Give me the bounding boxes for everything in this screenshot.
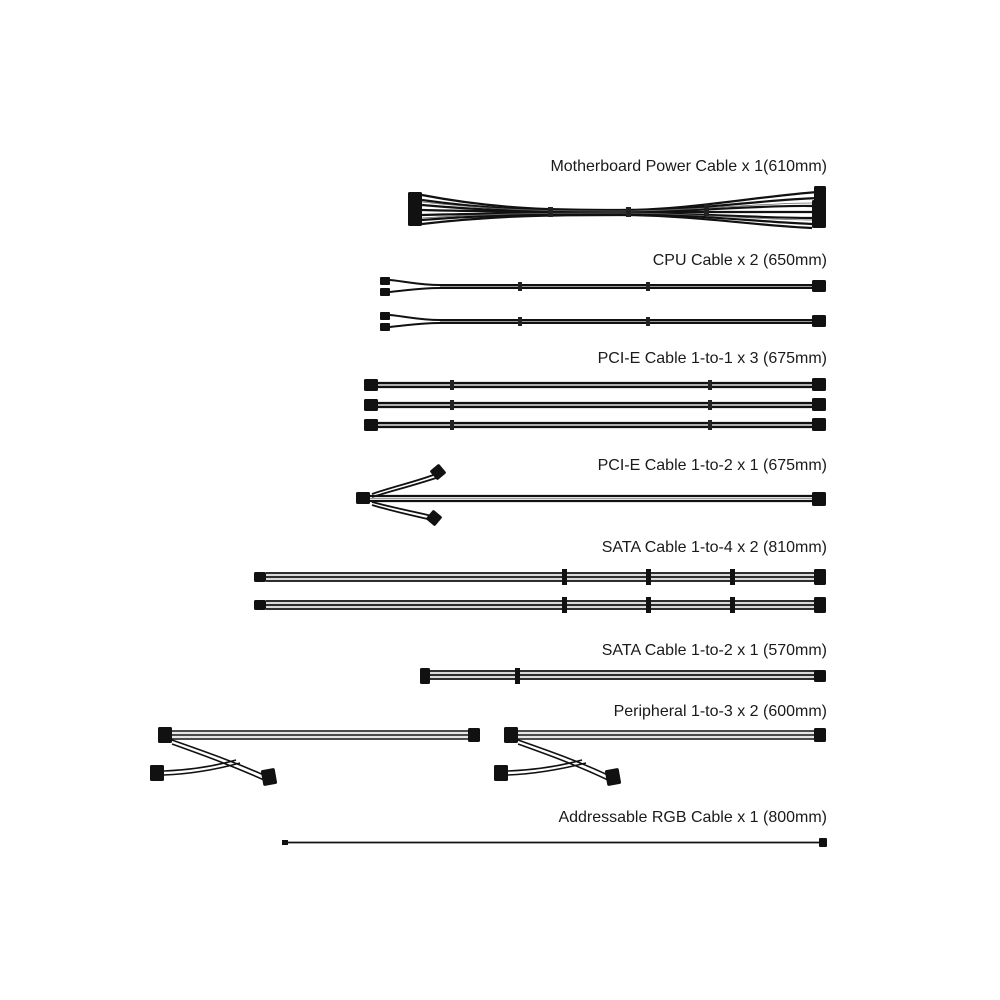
pcie-1to2-cable-label: PCI-E Cable 1-to-2 x 1 (675mm) [597, 457, 827, 474]
cpu-cable-label: CPU Cable x 2 (650mm) [652, 252, 827, 269]
sata-1to2-cable-label: SATA Cable 1-to-2 x 1 (570mm) [601, 642, 827, 659]
peripheral-cable-label: Peripheral 1-to-3 x 2 (600mm) [613, 703, 827, 720]
motherboard-cable-label: Motherboard Power Cable x 1(610mm) [550, 158, 827, 175]
peripheral-cable-image-left [150, 727, 480, 786]
argb-cable-label: Addressable RGB Cable x 1 (800mm) [558, 809, 827, 826]
peripheral-cable-image-right [494, 727, 826, 786]
sata-1to2-cable-image [420, 668, 826, 684]
pcie-1to1-cable-label: PCI-E Cable 1-to-1 x 3 (675mm) [597, 350, 827, 367]
motherboard-cable-image [408, 186, 826, 228]
pcie-1to1-cable-image [364, 378, 826, 431]
cpu-cable-image [380, 277, 826, 331]
sata-1to4-cable-image [254, 569, 826, 613]
sata-1to4-cable-label: SATA Cable 1-to-4 x 2 (810mm) [601, 539, 827, 556]
argb-cable-image [282, 838, 827, 847]
